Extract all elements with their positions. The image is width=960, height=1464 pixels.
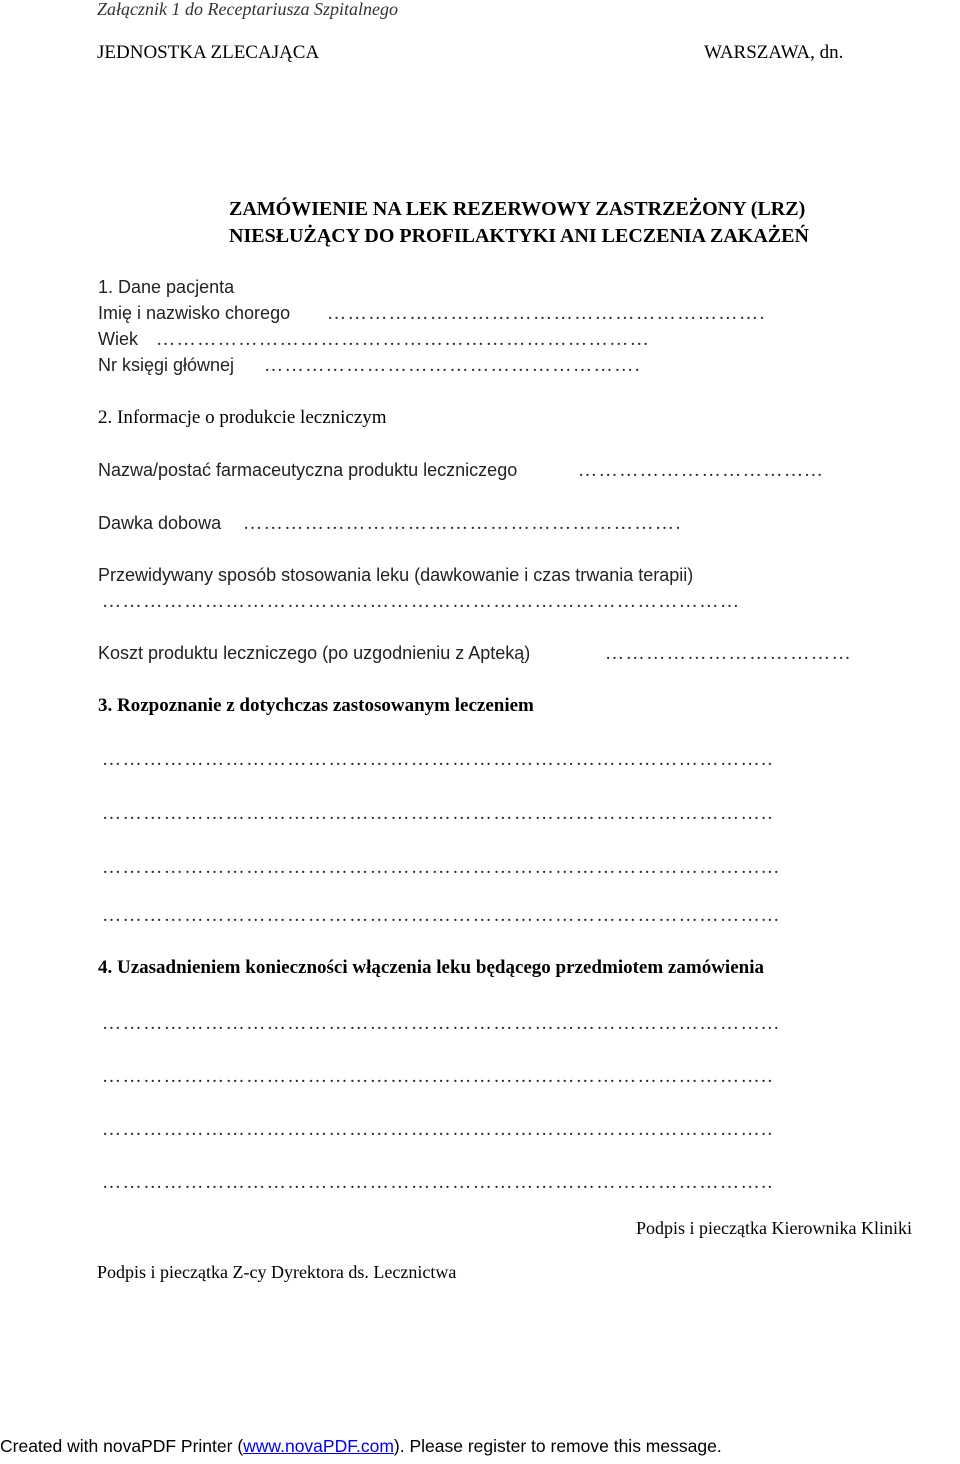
product-name-label: Nazwa/postać farmaceutyczna produktu leczniczego xyxy=(98,460,518,480)
diagnosis-line[interactable]: …………………………………………………………………………………….. xyxy=(102,749,774,770)
patient-name-label: Imię i nazwisko chorego xyxy=(98,303,291,323)
diagnosis-line[interactable]: ……………………………………………………………………………………... xyxy=(102,857,781,878)
novapdf-link[interactable]: www.novaPDF.com xyxy=(243,1436,394,1456)
product-name-field[interactable]: ……………………………... xyxy=(578,460,824,481)
daily-dose-label: Dawka dobowa xyxy=(98,513,222,533)
record-number-label: Nr księgi głównej xyxy=(98,355,235,375)
daily-dose-field[interactable]: ………………………………………………………. xyxy=(243,513,682,534)
section3-heading: 3. Rozpoznanie z dotychczas zastosowanym leczeniem xyxy=(98,695,534,716)
watermark-suffix: ). Please register to remove this message. xyxy=(393,1436,722,1456)
justification-line[interactable]: …………………………………………………………………………………….. xyxy=(102,1172,774,1193)
age-field[interactable]: ……………………………………………………………… xyxy=(156,329,651,350)
cost-field[interactable]: ……………………………… xyxy=(605,643,853,664)
document-title-line2: NIESŁUŻĄCY DO PROFILAKTYKI ANI LECZENIA ZAKAŻEŃ xyxy=(229,225,809,247)
printer-watermark xyxy=(0,1436,722,1457)
clinic-head-signature-label: Podpis i pieczątka Kierownika Kliniki xyxy=(636,1218,912,1238)
ordering-unit-label: JEDNOSTKA ZLECAJĄCA xyxy=(97,42,320,63)
deputy-director-signature-label: Podpis i pieczątka Z-cy Dyrektora ds. Lecznictwa xyxy=(97,1262,457,1282)
annex-note: Załącznik 1 do Receptariusza Szpitalnego xyxy=(97,0,398,19)
justification-line[interactable]: …………………………………………………………………………………….. xyxy=(102,1119,774,1140)
section4-heading: 4. Uzasadnieniem konieczności włączenia leku będącego przedmiotem zamówienia xyxy=(98,957,764,978)
justification-line[interactable]: ……………………………………………………………………………………... xyxy=(102,1013,781,1034)
record-number-field[interactable]: ………………………………………………. xyxy=(264,355,642,376)
usage-field[interactable]: ………………………………………………………………………………… xyxy=(102,591,741,612)
usage-label: Przewidywany sposób stosowania leku (dawkowanie i czas trwania terapii) xyxy=(98,565,694,585)
place-date-label: WARSZAWA, dn. xyxy=(704,42,844,63)
justification-line[interactable]: …………………………………………………………………………………….. xyxy=(102,1066,774,1087)
document-title-line1: ZAMÓWIENIE NA LEK REZERWOWY ZASTRZEŻONY (LRZ) xyxy=(229,198,806,220)
cost-label: Koszt produktu leczniczego (po uzgodnieniu z Apteką) xyxy=(98,643,531,663)
diagnosis-line[interactable]: ……………………………………………………………………………………... xyxy=(102,905,781,926)
patient-name-field[interactable]: ………………………………………………………. xyxy=(327,303,766,324)
section1-heading: 1. Dane pacjenta xyxy=(98,277,235,297)
section2-heading: 2. Informacje o produkcie leczniczym xyxy=(98,407,387,428)
watermark-prefix: Created with novaPDF Printer ( xyxy=(0,1436,244,1456)
diagnosis-line[interactable]: …………………………………………………………………………………….. xyxy=(102,803,774,824)
age-label: Wiek xyxy=(98,329,138,349)
